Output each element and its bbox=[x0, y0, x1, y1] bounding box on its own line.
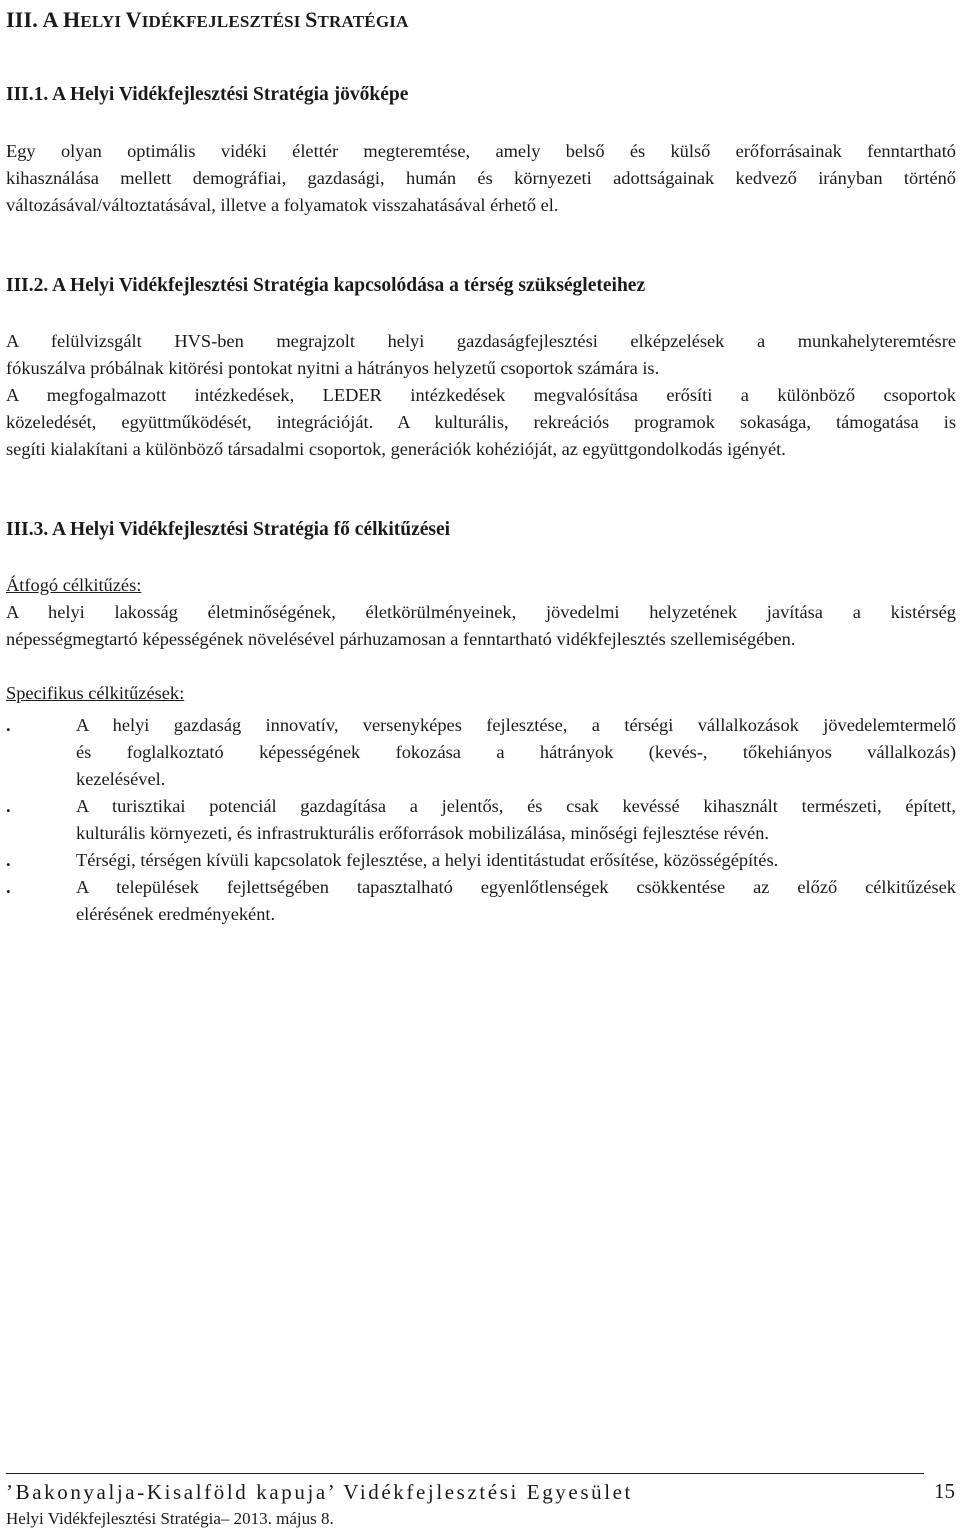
paragraph-line: A megfogalmazott intézkedések, LEDER intézkedések megvalósítása erősíti a különböző csoportok bbox=[6, 385, 956, 405]
paragraph-line: fókuszálva próbálnak kitörési pontokat nyitni a hátrányos helyzetű csoportok számára is. bbox=[6, 358, 660, 378]
bullet-marker: . bbox=[6, 850, 11, 870]
list-item bbox=[6, 712, 956, 793]
paragraph-line: változásával/változtatásával, illetve a folyamatok visszahatásával érhető el. bbox=[6, 195, 559, 215]
needs-paragraph-2 bbox=[6, 382, 956, 463]
section-title-part: V bbox=[125, 7, 142, 32]
footer-organization: ’Bakonyalja-Kisalföld kapuja’ Vidékfejlesztési Egyesület bbox=[6, 1480, 633, 1504]
page-number: 15 bbox=[934, 1479, 955, 1503]
list-item-line: A turisztikai potenciál gazdagítása a jelentős, és csak kevéssé kihasznált természeti, épített, bbox=[76, 796, 956, 816]
footer-document-line: Helyi Vidékfejlesztési Stratégia– 2013. május 8. bbox=[6, 1509, 334, 1528]
section-title-part: III. A H bbox=[6, 7, 81, 32]
overall-objective-label: Átfogó célkitűzés: bbox=[6, 575, 142, 595]
specific-objectives-label: Specifikus célkitűzések: bbox=[6, 683, 185, 703]
subsection-heading-needs: III.2. A Helyi Vidékfejlesztési Stratégia kapcsolódása a térség szükségleteihez bbox=[6, 275, 646, 296]
bullet-marker: . bbox=[6, 715, 11, 735]
list-item-line: kulturális környezeti, és infrastrukturális erőforrások mobilizálása, minőségi fejlesztése révén. bbox=[76, 823, 769, 843]
bullet-marker: . bbox=[6, 877, 11, 897]
section-title-part: IDÉKFEJLESZTÉSI bbox=[141, 12, 306, 31]
paragraph-line: népességmegtartó képességének növelésével párhuzamosan a fenntartható vidékfejlesztés szellemiségében. bbox=[6, 629, 796, 649]
paragraph-line: Egy olyan optimális vidéki élettér megteremtése, amely belső és külső erőforrásainak fenntartható bbox=[6, 141, 956, 161]
needs-paragraph-1 bbox=[6, 328, 956, 382]
paragraph-line: A felülvizsgált HVS-ben megrajzolt helyi gazdaságfejlesztési elképzelések a munkahelyteremtésre bbox=[6, 331, 956, 351]
list-item bbox=[6, 874, 956, 928]
list-item-line: Térségi, térségen kívüli kapcsolatok fejlesztése, a helyi identitástudat erősítése, közösségépítés. bbox=[76, 850, 779, 870]
footer-divider bbox=[6, 1473, 924, 1474]
paragraph-line: A helyi lakosság életminőségének, életkörülményeinek, jövedelmi helyzetének javítása a kistérség bbox=[6, 602, 956, 622]
list-item-line: kezelésével. bbox=[76, 769, 166, 789]
list-item-line: és foglalkoztató képességének fokozása a hátrányok (kevés-, tőkehiányos vállalkozás) bbox=[76, 742, 956, 762]
section-title bbox=[6, 6, 409, 36]
overall-objective-text bbox=[6, 599, 956, 653]
bullet-marker: . bbox=[6, 796, 11, 816]
vision-paragraph bbox=[6, 138, 956, 219]
specific-objectives-list bbox=[6, 712, 956, 928]
list-item-line: A települések fejlettségében tapasztalható egyenlőtlenségek csökkentése az előző célkitűzések bbox=[76, 877, 956, 897]
subsection-heading-vision: III.1. A Helyi Vidékfejlesztési Stratégia jövőképe bbox=[6, 84, 409, 105]
list-item bbox=[6, 847, 956, 874]
list-item-line: elérésének eredményeként. bbox=[76, 904, 276, 924]
paragraph-line: közeledését, együttműködését, integrációját. A kulturális, rekreációs programok sokasága, támogatása is bbox=[6, 412, 956, 432]
subsection-heading-objectives: III.3. A Helyi Vidékfejlesztési Stratégia fő célkitűzései bbox=[6, 519, 451, 540]
paragraph-line: kihasználása mellett demográfiai, gazdasági, humán és környezeti adottságainak kedvező irányban történő bbox=[6, 168, 956, 188]
section-title-part: ELYI bbox=[80, 12, 126, 31]
list-item bbox=[6, 793, 956, 847]
section-title-part: TRATÉGIA bbox=[317, 12, 409, 31]
paragraph-line: segíti kialakítani a különböző társadalmi csoportok, generációk kohézióját, az együttgondolkodás igényét. bbox=[6, 439, 786, 459]
list-item-line: A helyi gazdaság innovatív, versenyképes fejlesztése, a térségi vállalkozások jövedelemtermelő bbox=[76, 715, 956, 735]
section-title-part: S bbox=[305, 7, 318, 32]
